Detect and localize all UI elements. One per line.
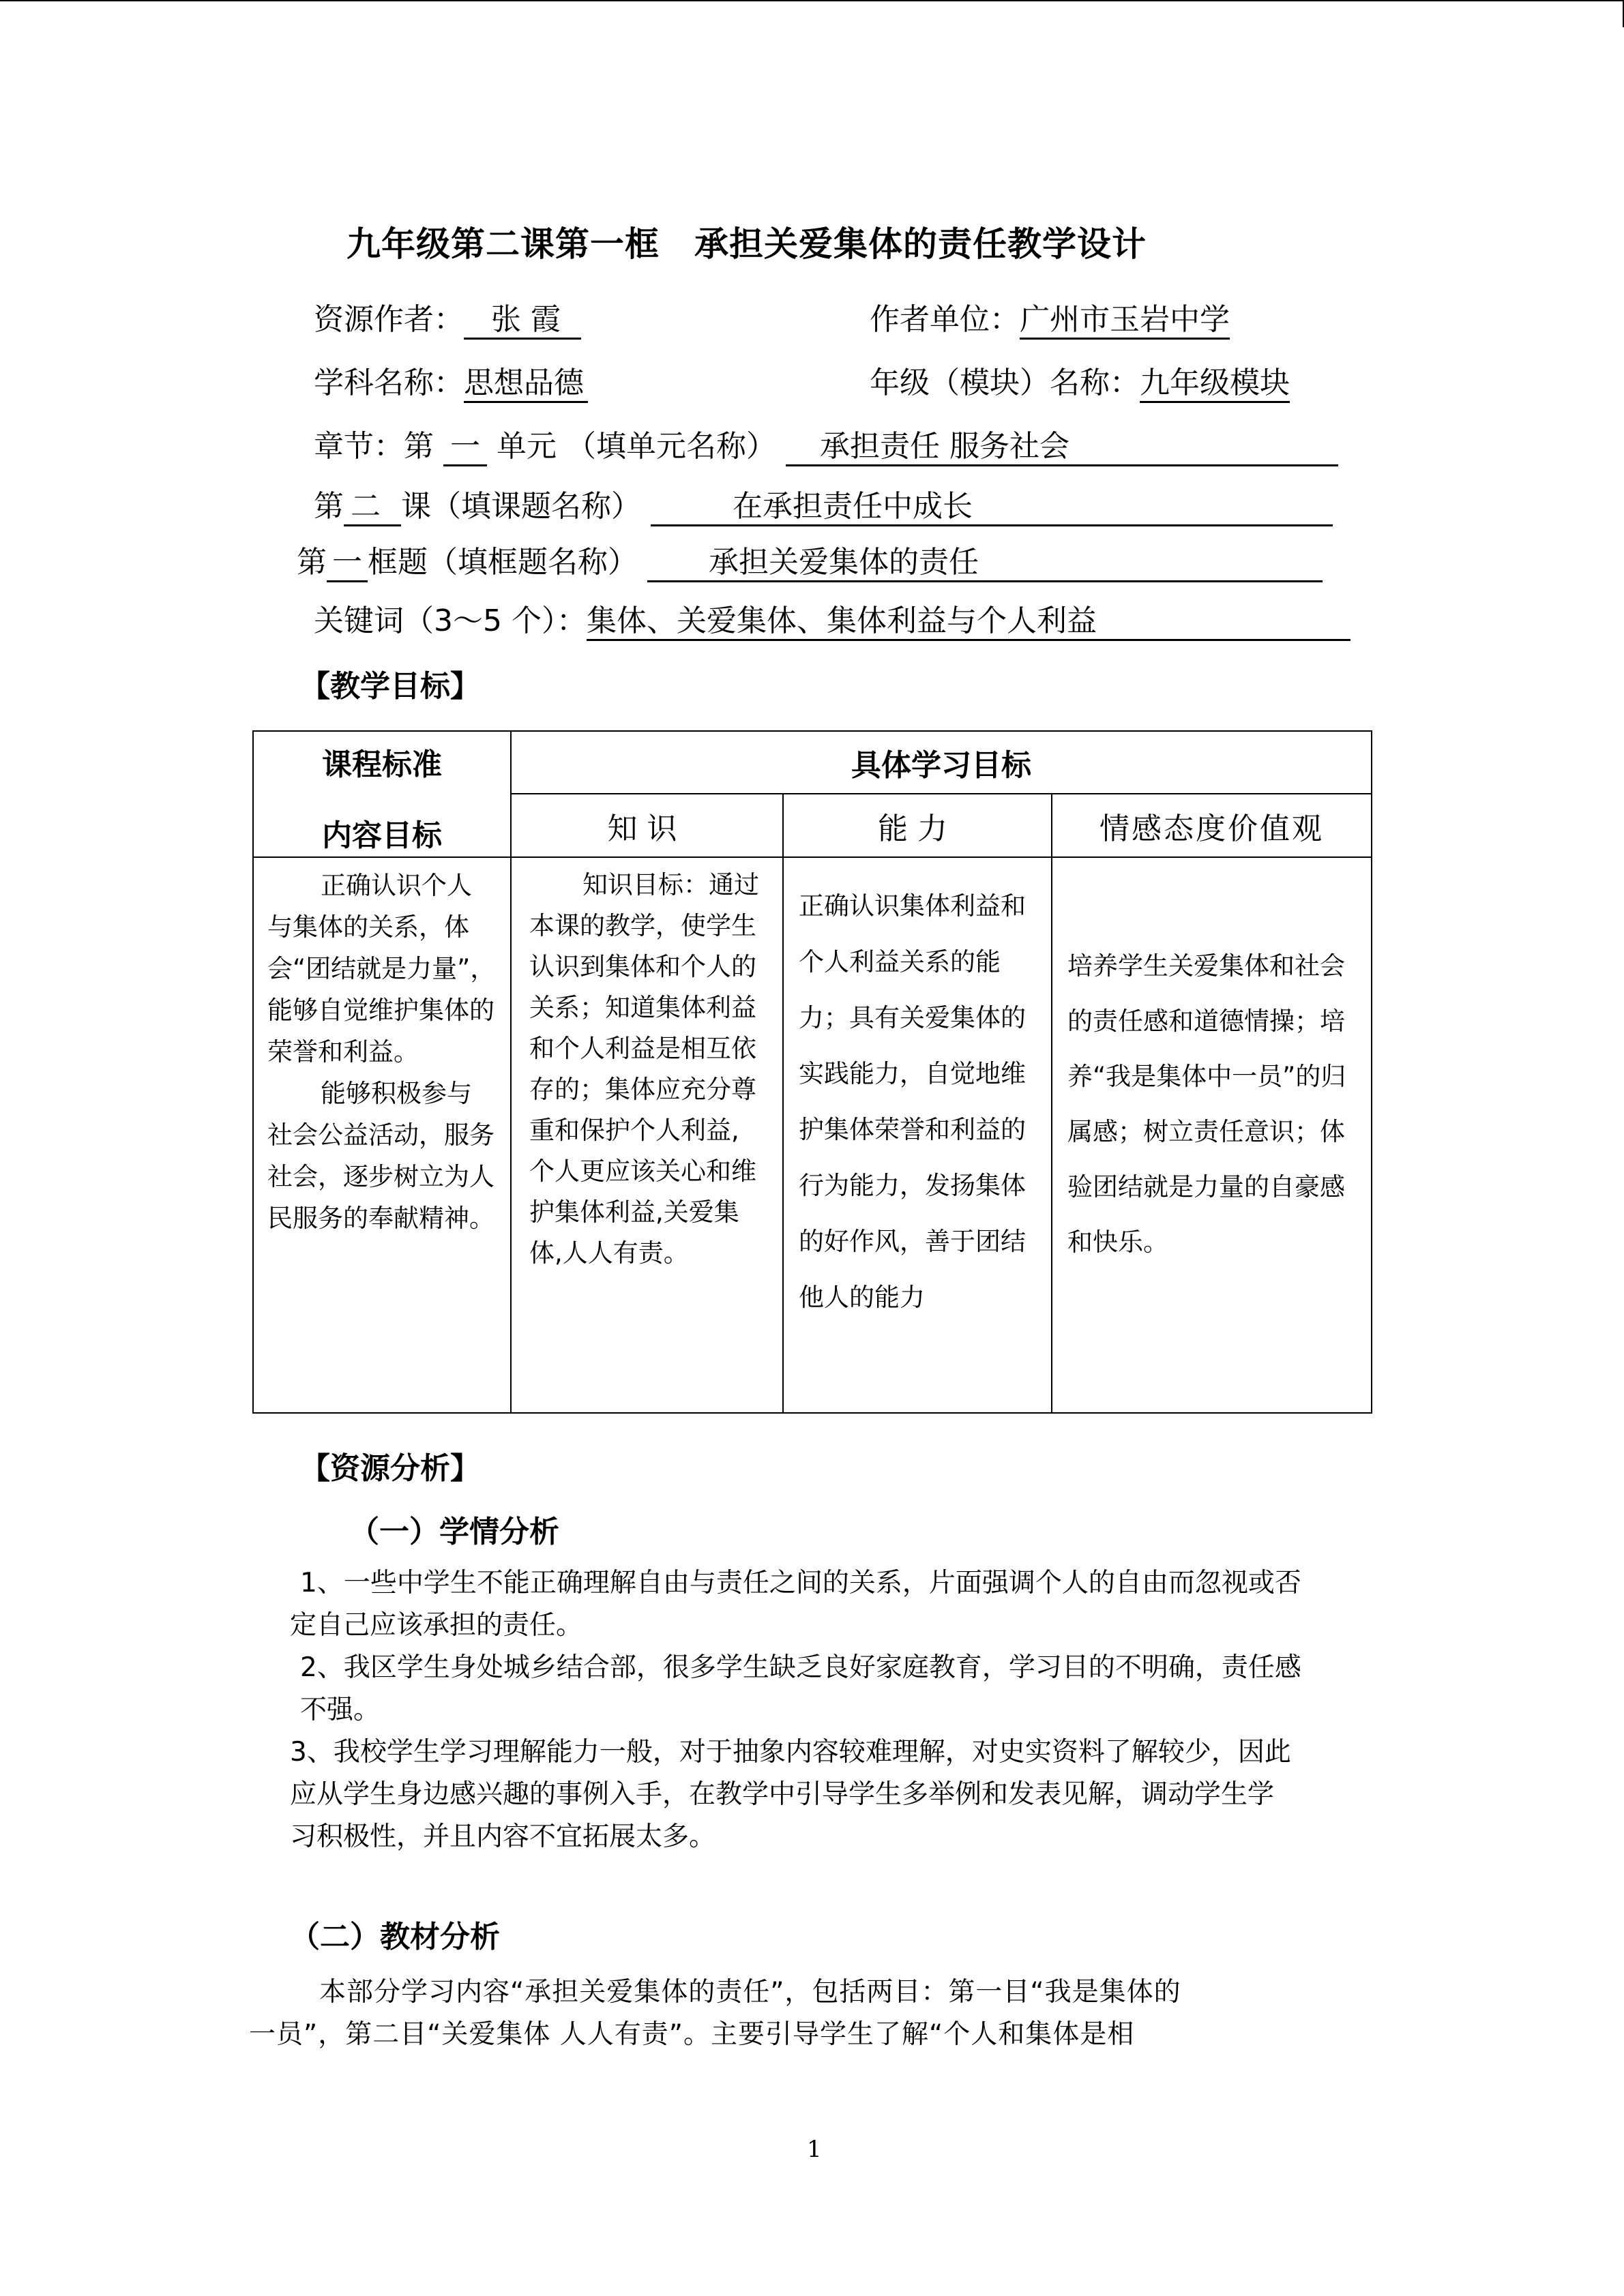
section-resource-analysis: 【资源分析】 xyxy=(300,1451,480,1486)
subsection-textbook-analysis: （二）教材分析 xyxy=(290,1920,500,1954)
standard-header-line1: 课程标准 xyxy=(322,747,442,782)
unit-value: 广州市玉岩中学 xyxy=(1020,303,1230,340)
ability-header: 能力 xyxy=(878,811,957,846)
knowledge-content-cell xyxy=(511,857,783,1413)
group-header: 具体学习目标 xyxy=(851,748,1031,783)
frame-number: 一 xyxy=(327,546,368,582)
chapter-prefix: 章节：第 xyxy=(314,429,434,464)
standard-paragraph-2: 能够积极参与社会公益活动，服务社会，逐步树立为人民服务的奉献精神。 xyxy=(267,1079,494,1233)
analysis-line-3: 2、我区学生身处城乡结合部，很多学生缺乏良好家庭教育，学习目的不明确，责任感 xyxy=(300,1652,1301,1683)
group-header-cell xyxy=(511,731,1372,794)
subsection-student-analysis: （一）学情分析 xyxy=(349,1515,559,1549)
frame-prefix: 第 xyxy=(297,545,327,580)
grade-row xyxy=(870,358,1290,403)
standard-content-cell xyxy=(253,857,511,1413)
knowledge-header-cell xyxy=(511,794,783,857)
page-top-edge xyxy=(0,0,1624,1)
ability-content-cell xyxy=(783,857,1052,1413)
author-row xyxy=(314,295,581,340)
chapter-row xyxy=(314,421,1338,466)
goals-table xyxy=(252,730,1372,1414)
author-value: 张 霞 xyxy=(464,303,581,340)
analysis-line-7: 习积极性，并且内容不宜拓展太多。 xyxy=(290,1821,716,1852)
attitude-content-cell xyxy=(1052,857,1372,1413)
analysis-line-2: 定自己应该承担的责任。 xyxy=(290,1610,583,1641)
frame-mid: 框题（填框题名称） xyxy=(368,545,638,580)
ability-text: 正确认识集体利益和个人利益关系的能力；具有关爱集体的实践能力，自觉地维护集体荣誉和利益的行为能力，发扬集体的好作风，善于团结他人的能力 xyxy=(799,891,1026,1312)
analysis-line-5: 3、我校学生学习理解能力一般，对于抽象内容较难理解，对史实资料了解较少，因此 xyxy=(290,1737,1291,1768)
keywords-row xyxy=(314,596,1350,641)
standard-paragraph-1: 正确认识个人与集体的关系，体会“团结就是力量”，能够自觉维护集体的荣誉和利益。 xyxy=(267,871,496,1067)
attitude-header: 情感态度价值观 xyxy=(1099,811,1324,846)
attitude-header-cell xyxy=(1052,794,1372,857)
textbook-line-2: 一员”，第二目“关爱集体 人人有责”。主要引导学生了解“个人和集体是相 xyxy=(249,2019,1135,2050)
unit-row xyxy=(870,295,1230,340)
analysis-line-6: 应从学生身边感兴趣的事例入手，在教学中引导学生多举例和发表见解，调动学生学 xyxy=(290,1779,1275,1810)
lesson-row xyxy=(314,481,1333,526)
analysis-line-4: 不强。 xyxy=(300,1695,381,1725)
ability-header-cell xyxy=(783,794,1052,857)
grade-label: 年级（模块）名称： xyxy=(870,366,1140,400)
unit-label: 作者单位： xyxy=(870,302,1020,337)
grade-value: 九年级模块 xyxy=(1140,366,1290,403)
keywords-label: 关键词（3～5 个）： xyxy=(314,603,587,638)
lesson-number: 二 xyxy=(344,490,401,526)
section-teaching-goals: 【教学目标】 xyxy=(300,669,480,704)
keywords-value: 集体、关爱集体、集体利益与个人利益 xyxy=(587,604,1350,641)
analysis-line-1: 1、一些中学生不能正确理解自由与责任之间的关系，片面强调个人的自由而忽视或否 xyxy=(300,1568,1301,1598)
page-number: 1 xyxy=(807,2136,822,2163)
textbook-line-1: 本部分学习内容“承担关爱集体的责任”，包括两目：第一目“我是集体的 xyxy=(319,1977,1181,2008)
lesson-mid: 课（填课题名称） xyxy=(401,489,641,524)
chapter-mid: 单元 （填单元名称） xyxy=(497,429,776,464)
chapter-name: 承担责任 服务社会 xyxy=(786,430,1338,466)
document-title: 九年级第二课第一框 承担关爱集体的责任教学设计 xyxy=(346,224,1147,264)
lesson-prefix: 第 xyxy=(314,489,344,524)
author-label: 资源作者： xyxy=(314,302,464,337)
subject-label: 学科名称： xyxy=(314,366,464,400)
standard-header-cell xyxy=(253,731,511,857)
frame-row xyxy=(297,537,1323,582)
frame-name: 承担关爱集体的责任 xyxy=(647,546,1323,582)
knowledge-text: 知识目标：通过本课的教学，使学生认识到集体和个人的关系；知道集体利益和个人利益是相互依存的；集体应充分尊重和保护个人利益,个人更应该关心和维护集体利益,关爱集体,人人有责。 xyxy=(529,870,759,1268)
standard-header-line2: 内容目标 xyxy=(322,818,442,853)
attitude-text: 培养学生关爱集体和社会的责任感和道德情操；培养“我是集体中一员”的归属感；树立责任意识；体验团结就是力量的自豪感和快乐。 xyxy=(1067,951,1346,1257)
subject-row xyxy=(314,358,588,403)
lesson-name: 在承担责任中成长 xyxy=(651,490,1333,526)
chapter-number: 一 xyxy=(443,430,487,466)
subject-value: 思想品德 xyxy=(464,366,588,403)
knowledge-header: 知识 xyxy=(607,811,687,846)
